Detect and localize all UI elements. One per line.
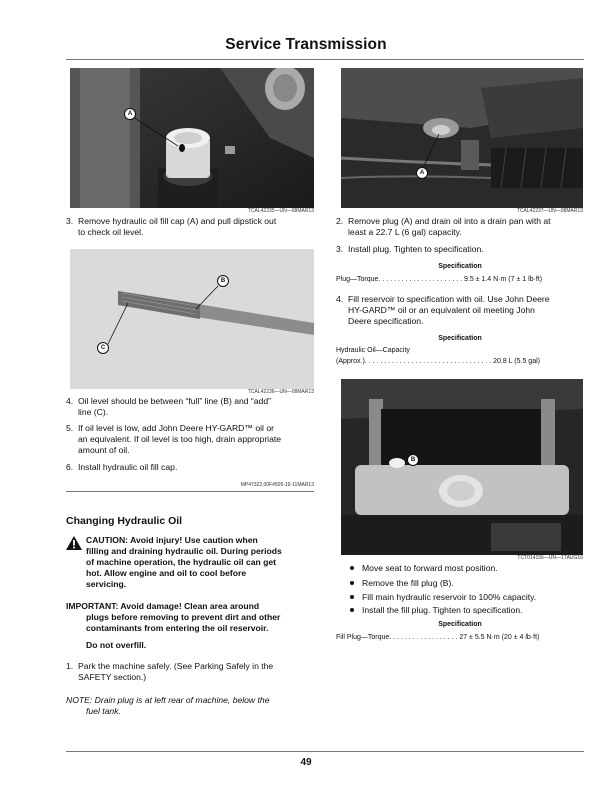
spec-heading: Specification [438, 263, 482, 270]
step-text-line2: line (C). [78, 407, 109, 417]
bullet-dot [350, 566, 354, 570]
section-rule [66, 491, 314, 492]
photo-hydraulic-fill-cap [70, 68, 314, 208]
step-text-line2: SAFETY section.) [78, 672, 147, 682]
step-text-line1: Remove hydraulic oil fill cap (A) and pull dipstick out [78, 216, 277, 226]
spec-row: Fill Plug—Torque. . . . . . . . . . . . . . . . . . 27 ± 5.5 N·m (20 ± 4 lb·ft) [336, 634, 540, 641]
spec-heading: Specification [438, 335, 482, 342]
step-text-line3: amount of oil. [78, 445, 130, 455]
callout-c: C [97, 342, 109, 354]
step-text-line2: an equivalent. If oil level is too high, drain appropriate [78, 434, 282, 444]
callout-a: A [416, 167, 428, 179]
spec-row: (Approx.). . . . . . . . . . . . . . . . . . . . . . . . . . . . . . . . . 20.8 L (5.5 gal) [336, 358, 540, 365]
callout-b: B [217, 275, 229, 287]
figure-caption: TCAL42235—UN—08MAR13 [247, 208, 314, 214]
callout-a: A [124, 108, 136, 120]
important-line4: Do not overfill. [86, 640, 147, 650]
note-line2: fuel tank. [86, 706, 121, 716]
reference-code: MP47322,00F4505-19-11MAR13 [240, 482, 314, 488]
figure-caption: TCAL42237—UN—08MAR13 [516, 208, 583, 214]
bullet-dot [350, 581, 354, 585]
step-text: Install plug. Tighten to specification. [348, 244, 484, 254]
step-number: 4. [336, 294, 344, 304]
caution-line5: servicing. [86, 579, 127, 589]
step-text-line1: Oil level should be between “full” line (B) and “add” [78, 396, 271, 406]
step-text-line1: Park the machine safely. (See Parking Safely in the [78, 661, 274, 671]
step-number: 3. [336, 244, 344, 254]
warning-icon [66, 536, 82, 550]
note-line1: NOTE: Drain plug is at left rear of machine, below the [66, 695, 270, 705]
step-number: 2. [336, 216, 344, 226]
bullet-dot [350, 595, 354, 599]
photo-hydraulic-reservoir [341, 379, 583, 555]
list-item-text: Move seat to forward most position. [362, 563, 498, 573]
caution-line2: filling and draining hydraulic oil. During periods [86, 546, 282, 556]
step-number: 4. [66, 396, 74, 406]
callout-b: B [407, 454, 419, 466]
step-text-line1: Remove plug (A) and drain oil into a drain pan with at [348, 216, 551, 226]
step-number: 6. [66, 462, 74, 472]
list-item-text: Remove the fill plug (B). [362, 578, 454, 588]
page-number: 49 [300, 757, 312, 768]
footer-rule [66, 751, 584, 752]
list-item-text: Fill main hydraulic reservoir to 100% capacity. [362, 592, 537, 602]
important-line1: IMPORTANT: Avoid damage! Clean area around [66, 601, 260, 611]
spec-row: Plug—Torque. . . . . . . . . . . . . . . . . . . . . . 9.5 ± 1.4 N·m (7 ± 1 lb·ft) [336, 276, 543, 283]
figure-caption: TCAL42236—UN—08MAR13 [247, 389, 314, 395]
step-text-line1: If oil level is low, add John Deere HY-GARD™ oil or [78, 423, 274, 433]
step-text-line3: Deere specification. [348, 316, 424, 326]
bullet-dot [350, 608, 354, 612]
caution-line3: of machine operation, the hydraulic oil can get [86, 557, 277, 567]
important-line2: plugs before removing to prevent dirt and other [86, 612, 281, 622]
photo-dipstick [70, 249, 314, 389]
caution-line4: hot. Allow engine and oil to cool before [86, 568, 247, 578]
important-line3: contaminants from entering the oil reservoir. [86, 623, 269, 633]
step-text-line2: HY-GARD™ oil or an equivalent oil meeting John [348, 305, 535, 315]
photo-drain-plug [341, 68, 583, 208]
step-text-line1: Fill reservoir to specification with oil. Use John Deere [348, 294, 550, 304]
step-number: 1. [66, 661, 74, 671]
spec-heading: Specification [438, 621, 482, 628]
spec-row: Hydraulic Oil—Capacity [336, 347, 410, 354]
step-text: Install hydraulic oil fill cap. [78, 462, 178, 472]
page-title: Service Transmission [225, 36, 387, 53]
step-text-line2: to check oil level. [78, 227, 144, 237]
caution-line1: CAUTION: Avoid injury! Use caution when [86, 535, 258, 545]
step-number: 3. [66, 216, 74, 226]
list-item-text: Install the fill plug. Tighten to specification. [362, 605, 523, 615]
step-number: 5. [66, 423, 74, 433]
step-text-line2: least a 22.7 L (6 gal) capacity. [348, 227, 462, 237]
title-rule [66, 59, 584, 60]
section-title: Changing Hydraulic Oil [66, 515, 183, 527]
figure-caption: TCT014156—UN—17AUG16 [517, 555, 583, 561]
